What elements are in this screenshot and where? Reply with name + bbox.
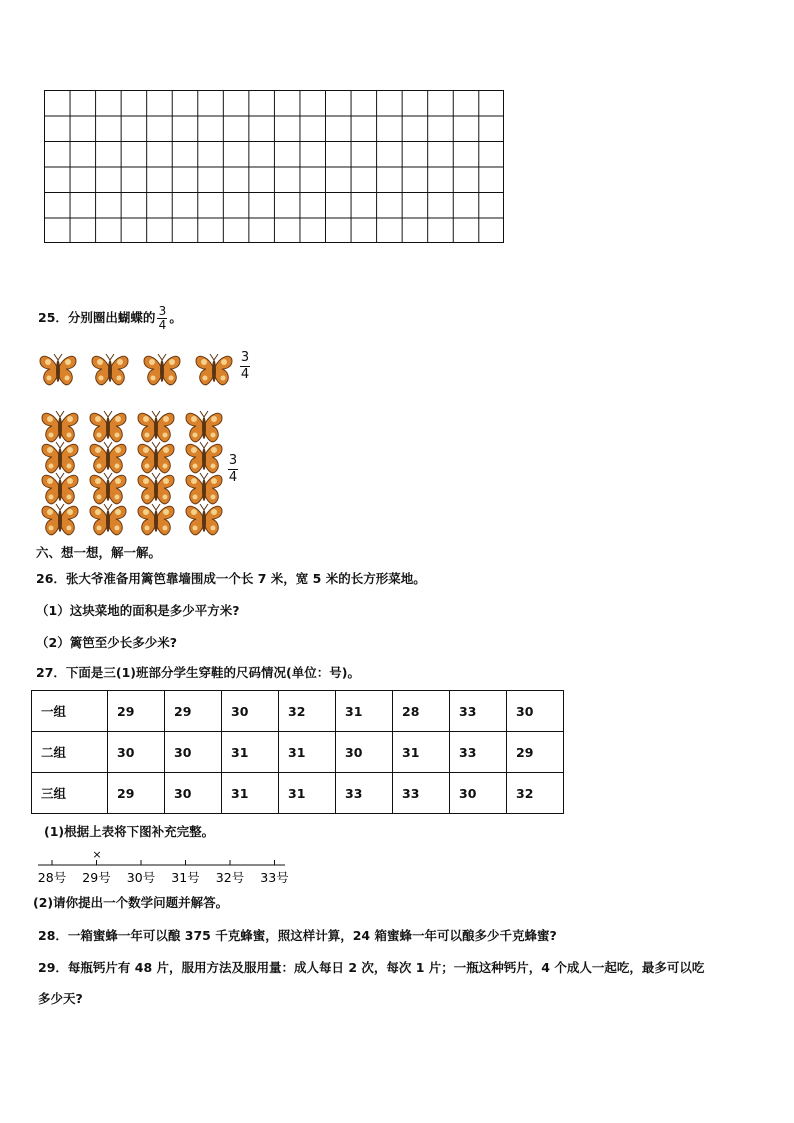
answer-grid — [44, 90, 504, 243]
size-cell: 30 — [507, 691, 564, 732]
x-mark: × — [92, 848, 102, 861]
axis-label: 31号 — [171, 870, 200, 885]
butterfly-icon — [136, 501, 176, 538]
size-cell: 31 — [222, 732, 279, 773]
size-cell: 32 — [507, 773, 564, 814]
question-29-line2: 多少天? — [38, 991, 83, 1006]
question-27-part2: (2)请你提出一个数学问题并解答。 — [33, 895, 229, 910]
butterfly-icon — [194, 351, 234, 388]
size-cell: 28 — [393, 691, 450, 732]
size-cell: 33 — [336, 773, 393, 814]
q25-text: 分别圈出蝴蝶的 — [67, 310, 156, 325]
size-cell: 29 — [165, 691, 222, 732]
size-cell: 29 — [108, 773, 165, 814]
group2-fraction — [228, 454, 238, 485]
group2-frac-num: 3 — [228, 453, 238, 468]
group1-frac-den: 4 — [240, 367, 250, 382]
axis-label: 33号 — [260, 870, 289, 885]
number-line — [30, 845, 300, 890]
size-cell: 31 — [279, 773, 336, 814]
table-row — [32, 773, 564, 814]
butterfly-icon — [88, 501, 128, 538]
axis-label: 28号 — [37, 870, 67, 885]
size-cell: 30 — [336, 732, 393, 773]
butterfly-icon — [38, 351, 78, 388]
group1-frac-num: 3 — [240, 350, 250, 365]
axis-label: 29号 — [82, 870, 111, 885]
question-28: 28．一箱蜜蜂一年可以酿 375 千克蜂蜜，照这样计算，24 箱蜜蜂一年可以酿多少千克蜂蜜? — [38, 928, 557, 943]
size-cell: 30 — [165, 773, 222, 814]
size-cell: 29 — [507, 732, 564, 773]
question-27-part1: (1)根据上表将下图补充完整。 — [44, 824, 215, 839]
axis-label: 30号 — [126, 870, 156, 885]
size-cell: 29 — [108, 691, 165, 732]
question-26-part2: （2）篱笆至少长多少米? — [36, 635, 177, 650]
axis-label: 32号 — [215, 870, 245, 885]
size-cell: 33 — [450, 691, 507, 732]
butterfly-icon — [184, 501, 224, 538]
group2-frac-den: 4 — [228, 470, 238, 485]
q25-frac-den: 4 — [158, 318, 167, 332]
q25-number: 25． — [38, 310, 68, 325]
group-label-cell: 二组 — [32, 732, 108, 773]
size-cell: 33 — [393, 773, 450, 814]
size-cell: 30 — [450, 773, 507, 814]
size-cell: 31 — [222, 773, 279, 814]
question-26: 26．张大爷准备用篱笆靠墙围成一个长 7 米，宽 5 米的长方形菜地。 — [36, 571, 426, 586]
butterfly-icon — [142, 351, 182, 388]
size-cell: 30 — [108, 732, 165, 773]
butterfly-icon — [90, 351, 130, 388]
q25-frac-num: 3 — [158, 304, 167, 318]
question-26-part1: （1）这块菜地的面积是多少平方米? — [36, 603, 240, 618]
group1-fraction — [240, 351, 250, 382]
table-row — [32, 732, 564, 773]
question-27: 27．下面是三(1)班部分学生穿鞋的尺码情况(单位：号)。 — [36, 665, 360, 680]
shoe-size-table — [31, 690, 564, 814]
size-cell: 31 — [279, 732, 336, 773]
size-cell: 32 — [279, 691, 336, 732]
section-6-title: 六、想一想，解一解。 — [36, 545, 162, 560]
size-cell: 31 — [336, 691, 393, 732]
size-cell: 30 — [165, 732, 222, 773]
table-row — [32, 691, 564, 732]
size-cell: 33 — [450, 732, 507, 773]
q25-fraction — [157, 305, 167, 332]
q25-end: 。 — [169, 310, 182, 325]
butterfly-icon — [40, 501, 80, 538]
question-29-line1: 29．每瓶钙片有 48 片，服用方法及服用量：成人每日 2 次，每次 1 片；一瓶这种钙片，4 个成人一起吃，最多可以吃 — [38, 960, 705, 975]
size-cell: 30 — [222, 691, 279, 732]
group-label-cell: 一组 — [32, 691, 108, 732]
question-25 — [38, 305, 182, 332]
size-cell: 31 — [393, 732, 450, 773]
group-label-cell: 三组 — [32, 773, 108, 814]
